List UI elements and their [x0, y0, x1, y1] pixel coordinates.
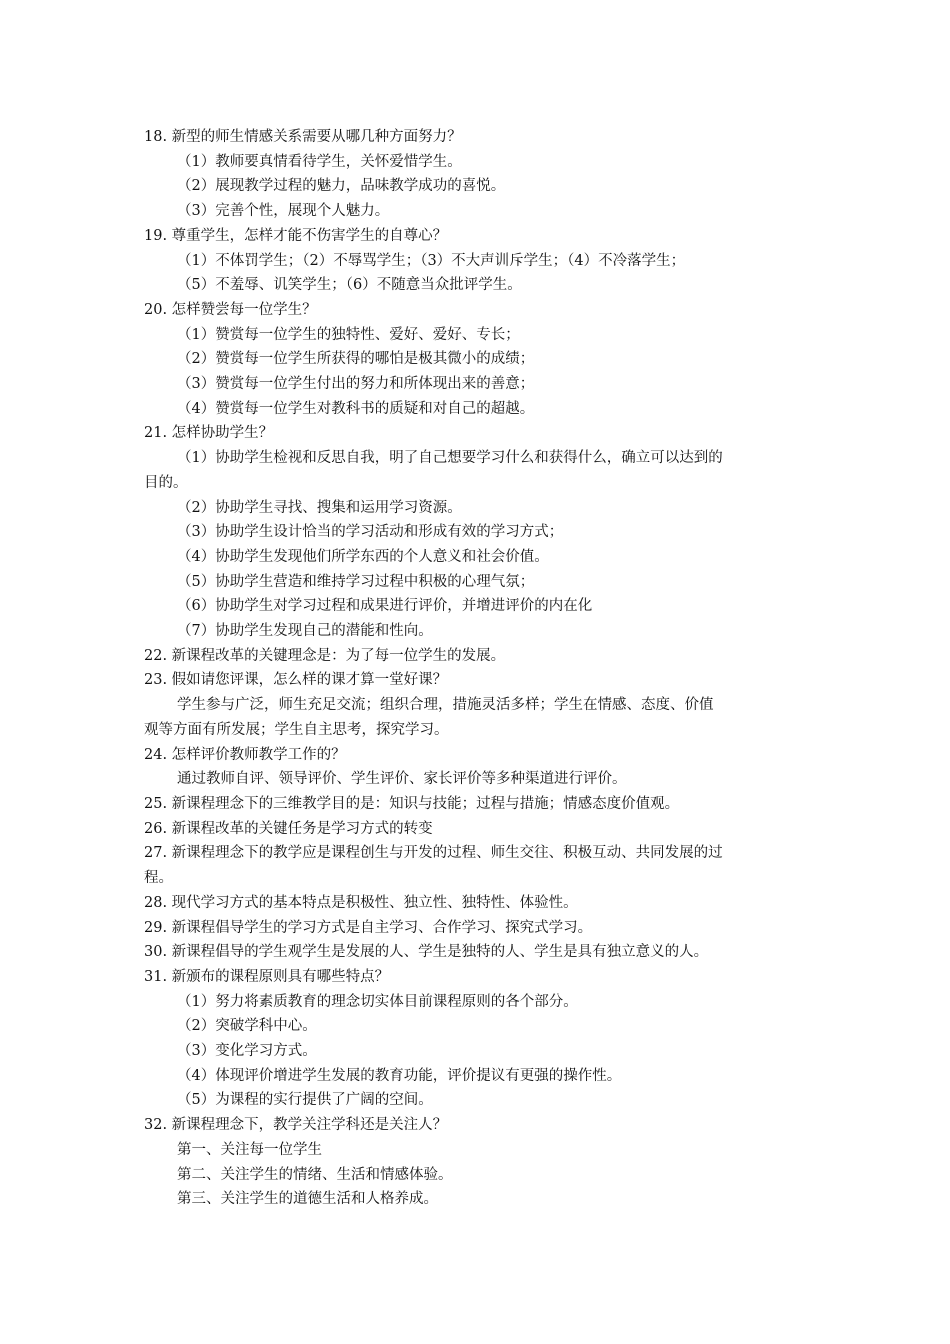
- text-line-indented: （1）教师要真情看待学生，关怀爱惜学生。: [177, 153, 462, 170]
- text-line: 目的。: [144, 474, 188, 491]
- text-line-indented: 通过教师自评、领导评价、学生评价、家长评价等多种渠道进行评价。: [177, 771, 627, 788]
- text-line-indented: （3）协助学生设计恰当的学习活动和形成有效的学习方式；: [177, 524, 564, 541]
- text-line: 26. 新课程改革的关键任务是学习方式的转变: [144, 820, 433, 837]
- text-line-indented: （3）变化学习方式。: [177, 1043, 317, 1060]
- text-line-indented: （4）协助学生发现他们所学东西的个人意义和社会价值。: [177, 548, 549, 565]
- text-line-indented: （1）协助学生检视和反思自我，明了自己想要学习什么和获得什么，确立可以达到的: [177, 450, 723, 467]
- text-line-indented: （6）协助学生对学习过程和成果进行评价，并增进评价的内在化: [177, 598, 593, 615]
- text-line: 30. 新课程倡导的学生观学生是发展的人、学生是独特的人、学生是具有独立意义的人。: [144, 944, 709, 961]
- text-line-indented: （3）完善个性，展现个人魅力。: [177, 203, 390, 220]
- text-line: 观等方面有所发展；学生自主思考，探究学习。: [144, 721, 449, 738]
- document-body: [144, 125, 810, 1212]
- text-line: 28. 现代学习方式的基本特点是积极性、独立性、独特性、体验性。: [144, 894, 578, 911]
- text-line: 18. 新型的师生情感关系需要从哪几种方面努力？: [144, 129, 462, 145]
- text-line-indented: （2）展现教学过程的魅力，品味教学成功的喜悦。: [177, 178, 506, 195]
- text-line: 21. 怎样协助学生？: [144, 425, 274, 442]
- text-line-indented: （1）努力将素质教育的理念切实体目前课程原则的各个部分。: [177, 993, 578, 1010]
- text-line: 32. 新课程理念下，教学关注学科还是关注人？: [144, 1117, 448, 1134]
- text-line-indented: （5）不羞辱、讥笑学生；（6）不随意当众批评学生。: [177, 277, 522, 294]
- text-line: 20. 怎样赞尝每一位学生？: [144, 301, 317, 318]
- text-line-indented: （5）协助学生营造和维持学习过程中积极的心理气氛；: [177, 573, 535, 590]
- text-line-indented: 第二、关注学生的情绪、生活和情感体验。: [177, 1166, 453, 1183]
- text-line: 23. 假如请您评课，怎么样的课才算一堂好课？: [144, 672, 448, 689]
- text-line-indented: （2）突破学科中心。: [177, 1018, 317, 1035]
- text-line-indented: （7）协助学生发现自己的潜能和性向。: [177, 623, 433, 640]
- text-line: 24. 怎样评价教师教学工作的？: [144, 746, 346, 763]
- text-line-indented: （1）不体罚学生；（2）不辱骂学生；（3）不大声训斥学生；（4）不冷落学生；: [177, 252, 686, 269]
- text-line: 29. 新课程倡导学生的学习方式是自主学习、合作学习、探究式学习。: [144, 919, 593, 936]
- text-line-indented: 学生参与广泛，师生充足交流；组织合理，措施灵活多样；学生在情感、态度、价值: [177, 697, 714, 714]
- text-line: 22. 新课程改革的关键理念是：为了每一位学生的发展。: [144, 647, 506, 664]
- text-line-indented: （2）协助学生寻找、搜集和运用学习资源。: [177, 499, 462, 516]
- text-line: 31. 新颁布的课程原则具有哪些特点？: [144, 968, 390, 985]
- text-line-indented: （2）赞赏每一位学生所获得的哪怕是极其微小的成绩；: [177, 351, 535, 368]
- text-line-indented: （4）赞赏每一位学生对教科书的质疑和对自己的超越。: [177, 400, 535, 417]
- text-line-indented: （4）体现评价增进学生发展的教育功能，评价提议有更强的操作性。: [177, 1067, 622, 1084]
- text-line-indented: 第三、关注学生的道德生活和人格养成。: [177, 1191, 438, 1208]
- text-line-indented: （3）赞赏每一位学生付出的努力和所体现出来的善意；: [177, 376, 535, 393]
- text-line-indented: 第一、关注每一位学生: [177, 1141, 322, 1158]
- text-line: 程。: [144, 870, 173, 887]
- text-line: 27. 新课程理念下的教学应是课程创生与开发的过程、师生交往、积极互动、共同发展的过: [144, 845, 723, 862]
- text-line: 19. 尊重学生，怎样才能不伤害学生的自尊心？: [144, 227, 448, 244]
- text-line-indented: （5）为课程的实行提供了广阔的空间。: [177, 1092, 433, 1109]
- text-line: 25. 新课程理念下的三维教学目的是：知识与技能；过程与措施；情感态度价值观。: [144, 795, 680, 812]
- text-line-indented: （1）赞赏每一位学生的独特性、爱好、爱好、专长；: [177, 326, 520, 343]
